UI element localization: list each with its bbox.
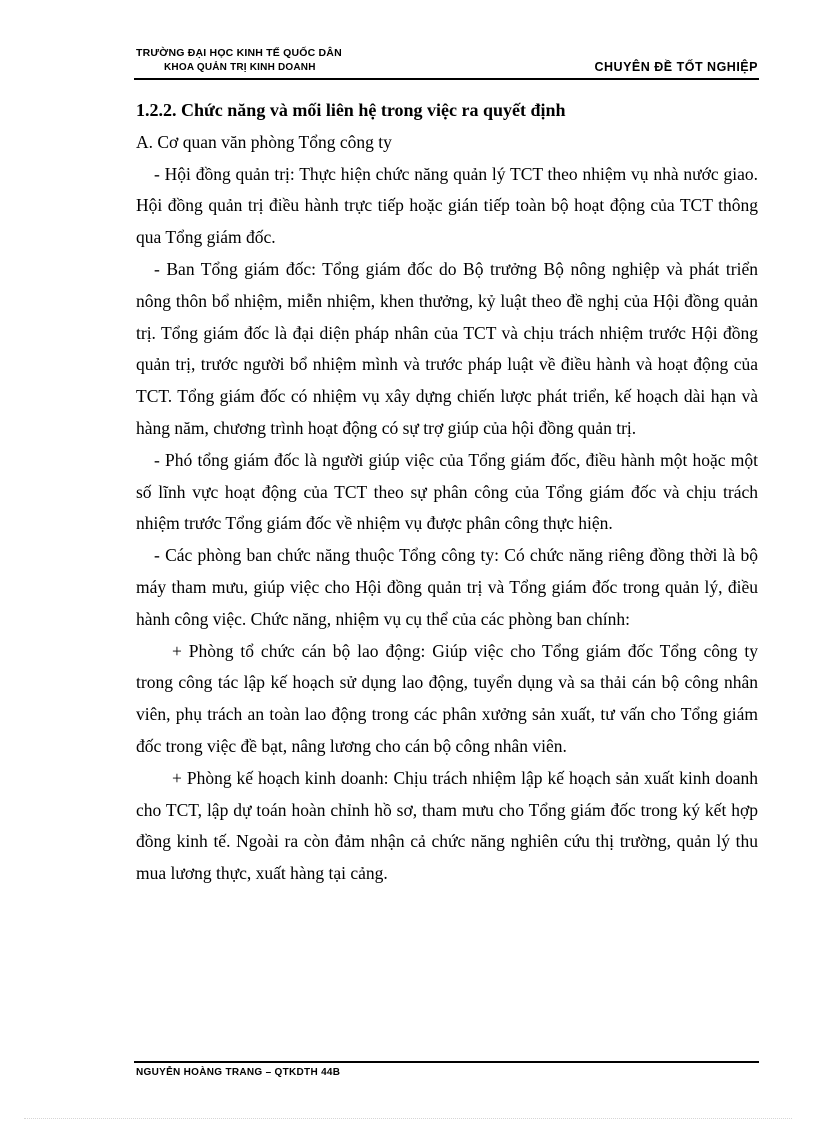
document-type: CHUYÊN ĐỀ TỐT NGHIỆP	[594, 60, 758, 74]
document-body	[136, 95, 758, 890]
subheading: A. Cơ quan văn phòng Tổng công ty	[136, 131, 392, 152]
paragraph-hr-department: + Phòng tổ chức cán bộ lao động: Giúp việc cho Tổng giám đốc Tổng công ty trong công tác lập kế hoạch sử dụng lao động, tuyển dụng và sa thải cán bộ công nhân viên, phụ trách an toàn lao động trong các phân xưởng sản xuất, tư vấn cho Tổng giám đốc trong việc đề bạt, nâng lương cho cán bộ công nhân viên.	[136, 640, 758, 756]
faculty-name: KHOA QUẢN TRỊ KINH DOANH	[164, 62, 316, 73]
paragraph-deputy-director: - Phó tổng giám đốc là người giúp việc của Tổng giám đốc, điều hành một hoặc một số lĩnh vực hoạt động của TCT theo sự phân công của Tổng giám đốc và chịu trách nhiệm trước Tổng giám đốc về nhiệm vụ được phân công thực hiện.	[136, 449, 758, 534]
paragraph-functional-departments: - Các phòng ban chức năng thuộc Tổng công ty: Có chức năng riêng đồng thời là bộ máy tham mưu, giúp việc cho Hội đồng quản trị và Tổng giám đốc trong quản lý, điều hành công việc. Chức năng, nhiệm vụ cụ thể của các phòng ban chính:	[136, 545, 758, 629]
section-title: 1.2.2. Chức năng và mối liên hệ trong việc ra quyết định	[136, 100, 566, 120]
paragraph-board-of-directors: - Hội đồng quản trị: Thực hiện chức năng quản lý TCT theo nhiệm vụ nhà nước giao. Hội đồng quản trị điều hành trực tiếp hoặc gián tiếp toàn bộ hoạt động của TCT thông qua Tổng giám đốc.	[136, 163, 758, 248]
page-edge	[24, 1118, 792, 1119]
footer-divider	[134, 1061, 759, 1063]
university-name: TRƯỜNG ĐẠI HỌC KINH TẾ QUỐC DÂN	[136, 47, 342, 59]
page-header-left	[136, 46, 342, 75]
paragraph-general-director: - Ban Tổng giám đốc: Tổng giám đốc do Bộ trưởng Bộ nông nghiệp và phát triển nông thôn bổ nhiệm, miễn nhiệm, khen thưởng, kỷ luật theo đề nghị của Hội đồng quản trị. Tổng giám đốc là đại diện pháp nhân của TCT và chịu trách nhiệm trước Hội đồng quản trị, trước người bổ nhiệm mình và trước pháp luật về điều hành và hoạt động của TCT. Tổng giám đốc có nhiệm vụ xây dựng chiến lược phát triển, kế hoạch dài hạn và hàng năm, chương trình hoạt động có sự trợ giúp của hội đồng quản trị.	[136, 258, 758, 438]
paragraph-business-planning-department: + Phòng kế hoạch kinh doanh: Chịu trách nhiệm lập kế hoạch sản xuất kinh doanh cho TCT, lập dự toán hoàn chỉnh hồ sơ, tham mưu cho Tổng giám đốc trong ký kết hợp đồng kinh tế. Ngoài ra còn đảm nhận cả chức năng nghiên cứu thị trường, quản lý thu mua lương thực, xuất hàng tại cảng.	[136, 767, 758, 884]
header-divider	[134, 78, 759, 80]
footer-author: NGUYỄN HOÀNG TRANG – QTKDTH 44B	[136, 1067, 341, 1078]
